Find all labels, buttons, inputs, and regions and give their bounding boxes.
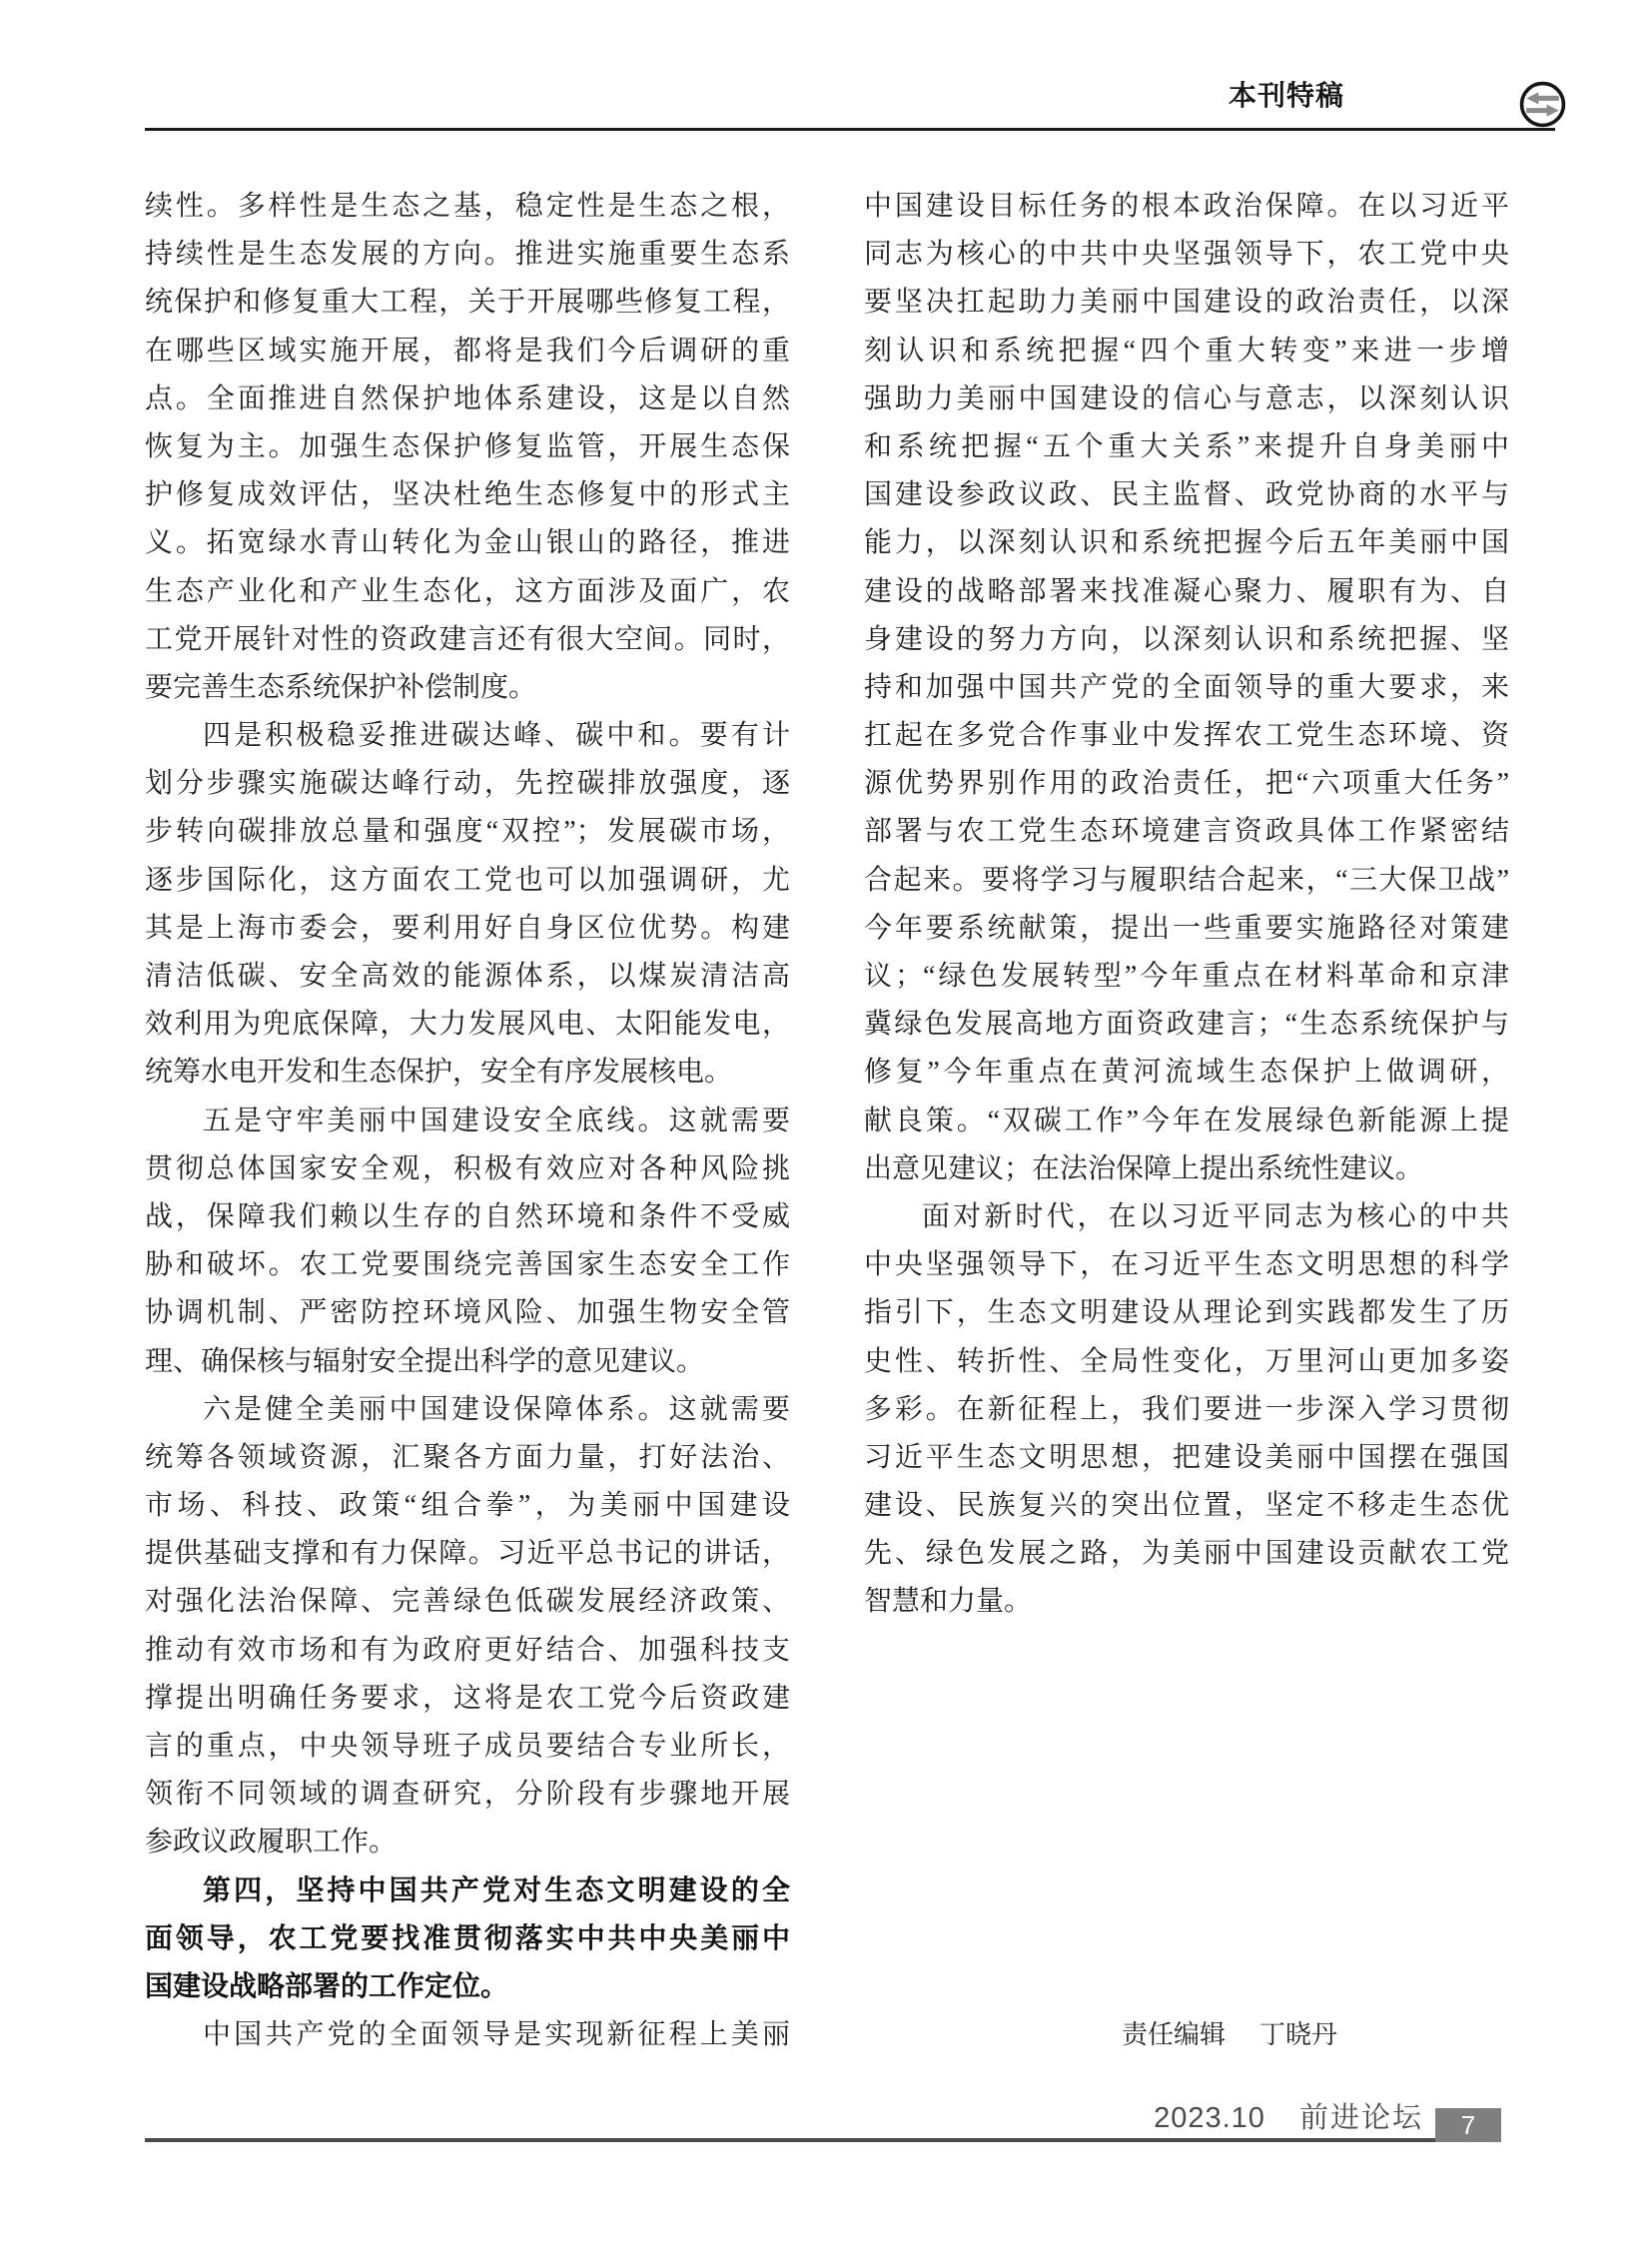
journal-logo-icon: [1518, 80, 1567, 129]
text-line: 言的重点，中央领导班子成员要结合专业所长，: [145, 1731, 790, 1762]
text-line: 参政议政履职工作。: [145, 1827, 398, 1859]
text-line: 要坚决扛起助力美丽中国建设的政治责任，以深: [864, 287, 1509, 319]
page-title: 本刊特稿: [1229, 80, 1345, 111]
text-line: 同志为核心的中共中央坚强领导下，农工党中央: [864, 239, 1509, 271]
text-line: 理、确保核与辐射安全提出科学的意见建议。: [145, 1345, 705, 1377]
text-line: 合起来。要将学习与履职结合起来，“三大保卫战”: [864, 864, 1509, 896]
text-line: 国建设战略部署的工作定位。: [145, 1970, 509, 2002]
text-line: 点。全面推进自然保护地体系建设，这是以自然: [145, 382, 790, 414]
text-line: 统筹水电开发和生态保护，安全有序发展核电。: [145, 1057, 733, 1089]
text-line: 胁和破坏。农工党要围绕完善国家生态安全工作: [145, 1249, 790, 1281]
text-line: 逐步国际化，这方面农工党也可以加强调研，尤: [145, 864, 790, 896]
text-line: 智慧和力量。: [864, 1586, 1033, 1618]
text-line: 步转向碳排放总量和强度“双控”；发展碳市场，: [145, 816, 790, 848]
text-line: 部署与农工党生态环境建言资政具体工作紧密结: [864, 816, 1509, 848]
text-line: 中国建设目标任务的根本政治保障。在以习近平: [864, 191, 1509, 222]
text-line: 献良策。“双碳工作”今年在发展绿色新能源上提: [864, 1105, 1509, 1136]
editor-label: 责任编辑: [1121, 2020, 1226, 2049]
text-line: 生态产业化和产业生态化，这方面涉及面广，农: [145, 575, 790, 607]
text-line: 四是积极稳妥推进碳达峰、碳中和。要有计: [203, 720, 790, 752]
text-line: 统保护和修复重大工程，关于开展哪些修复工程，: [145, 287, 790, 319]
text-line: 续性。多样性是生态之基，稳定性是生态之根，: [145, 191, 790, 222]
text-line: 建设的战略部署来找准凝心聚力、履职有为、自: [864, 575, 1509, 607]
text-line: 在哪些区域实施开展，都将是我们今后调研的重: [145, 335, 790, 367]
text-line: 多彩。在新征程上，我们要进一步深入学习贯彻: [864, 1393, 1509, 1425]
text-line: 议；“绿色发展转型”今年重点在材料革命和京津: [864, 961, 1509, 992]
footer-journal-name: 前进论坛: [1298, 2102, 1423, 2134]
text-line: 其是上海市委会，要利用好自身区位优势。构建: [145, 912, 790, 944]
text-line: 贯彻总体国家安全观，积极有效应对各种风险挑: [145, 1152, 790, 1184]
text-line: 先、绿色发展之路，为美丽中国建设贡献农工党: [864, 1538, 1509, 1570]
text-line: 面对新时代，在以习近平同志为核心的中共: [922, 1200, 1509, 1232]
right-column: [864, 183, 1509, 1627]
text-line: 刻认识和系统把握“四个重大转变”来进一步增: [864, 335, 1509, 367]
text-line: 持和加强中国共产党的全面领导的重大要求，来: [864, 671, 1509, 703]
text-line: 国建设参政议政、民主监督、政党协商的水平与: [864, 479, 1509, 511]
text-line: 持续性是生态发展的方向。推进实施重要生态系: [145, 239, 790, 271]
page-number: 7: [1460, 2110, 1476, 2140]
text-line: 指引下，生态文明建设从理论到实践都发生了历: [864, 1297, 1509, 1329]
footer-meta: [899, 2100, 1423, 2136]
left-column: [145, 183, 790, 2059]
text-line: 面领导，农工党要找准贯彻落实中共中央美丽中: [145, 1922, 790, 1954]
text-line: 领衔不同领域的调查研究，分阶段有步骤地开展: [145, 1779, 790, 1811]
footer-issue-date: 2023.10: [1154, 2102, 1265, 2134]
text-line: 和系统把握“五个重大关系”来提升自身美丽中: [864, 430, 1509, 462]
text-line: 要完善生态系统保护补偿制度。: [145, 671, 537, 703]
text-line: 强助力美丽中国建设的信心与意志，以深刻认识: [864, 382, 1509, 414]
text-line: 义。拓宽绿水青山转化为金山银山的路径，推进: [145, 527, 790, 559]
text-line: 协调机制、严密防控环境风险、加强生物安全管: [145, 1297, 790, 1329]
text-line: 五是守牢美丽中国建设安全底线。这就需要: [203, 1105, 790, 1136]
editor-name: 丁晓丹: [1258, 2020, 1337, 2049]
text-line: 今年要系统献策，提出一些重要实施路径对策建: [864, 912, 1509, 944]
text-line: 推动有效市场和有为政府更好结合、加强科技支: [145, 1634, 790, 1666]
text-line: 提供基础支撑和有力保障。习近平总书记的讲话，: [145, 1538, 790, 1570]
text-line: 效利用为兜底保障，大力发展风电、太阳能发电，: [145, 1009, 790, 1041]
text-line: 冀绿色发展高地方面资政建言；“生态系统保护与: [864, 1009, 1509, 1041]
text-line: 护修复成效评估，坚决杜绝生态修复中的形式主: [145, 479, 790, 511]
text-line: 恢复为主。加强生态保护修复监管，开展生态保: [145, 430, 790, 462]
text-line: 修复”今年重点在黄河流域生态保护上做调研，: [864, 1057, 1509, 1089]
text-line: 战，保障我们赖以生存的自然环境和条件不受威: [145, 1200, 790, 1232]
text-line: 对强化法治保障、完善绿色低碳发展经济政策、: [145, 1586, 790, 1618]
text-line: 工党开展针对性的资政建言还有很大空间。同时，: [145, 623, 790, 655]
page-number-badge: [1435, 2108, 1501, 2142]
text-line: 扛起在多党合作事业中发挥农工党生态环境、资: [864, 720, 1509, 752]
text-line: 身建设的努力方向，以深刻认识和系统把握、坚: [864, 623, 1509, 655]
text-line: 能力，以深刻认识和系统把握今后五年美丽中国: [864, 527, 1509, 559]
text-line: 第四，坚持中国共产党对生态文明建设的全: [203, 1874, 790, 1906]
text-line: 史性、转折性、全局性变化，万里河山更加多姿: [864, 1345, 1509, 1377]
text-line: 出意见建议；在法治保障上提出系统性建议。: [864, 1152, 1424, 1184]
text-line: 建设、民族复兴的突出位置，坚定不移走生态优: [864, 1490, 1509, 1522]
text-line: 中央坚强领导下，在习近平生态文明思想的科学: [864, 1249, 1509, 1281]
text-line: 源优势界别作用的政治责任，把“六项重大任务”: [864, 768, 1509, 800]
editor-credit: [864, 2011, 1509, 2059]
text-line: 清洁低碳、安全高效的能源体系，以煤炭清洁高: [145, 961, 790, 992]
text-line: 六是健全美丽中国建设保障体系。这就需要: [203, 1393, 790, 1425]
text-line: 撑提出明确任务要求，这将是农工党今后资政建: [145, 1682, 790, 1714]
text-line: 划分步骤实施碳达峰行动，先控碳排放强度，逐: [145, 768, 790, 800]
text-line: 统筹各领域资源，汇聚各方面力量，打好法治、: [145, 1441, 790, 1473]
text-line: 市场、科技、政策“组合拳”，为美丽中国建设: [145, 1490, 790, 1522]
footer-rule: [145, 2138, 1435, 2142]
header-rule: [145, 128, 1555, 131]
text-line: 中国共产党的全面领导是实现新征程上美丽: [203, 2019, 790, 2051]
text-line: 习近平生态文明思想，把建设美丽中国摆在强国: [864, 1441, 1509, 1473]
